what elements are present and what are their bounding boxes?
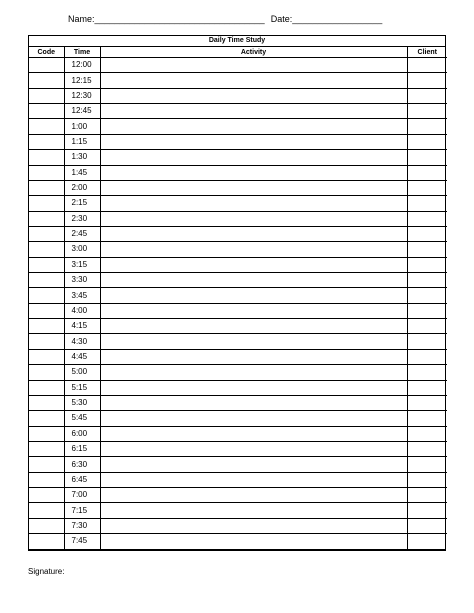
time-cell: 5:30	[64, 395, 100, 410]
client-cell[interactable]	[407, 104, 447, 119]
code-cell[interactable]	[29, 273, 64, 288]
client-cell[interactable]	[407, 257, 447, 272]
code-cell[interactable]	[29, 257, 64, 272]
table-row	[29, 441, 447, 456]
time-cell: 3:15	[64, 257, 100, 272]
table-row	[29, 242, 447, 257]
time-cell: 1:30	[64, 150, 100, 165]
activity-cell[interactable]	[100, 180, 407, 195]
activity-cell[interactable]	[100, 395, 407, 410]
table-row	[29, 472, 447, 487]
time-cell: 3:45	[64, 288, 100, 303]
client-cell[interactable]	[407, 319, 447, 334]
table-row	[29, 196, 447, 211]
client-cell[interactable]	[407, 503, 447, 518]
code-cell[interactable]	[29, 150, 64, 165]
time-cell: 6:30	[64, 457, 100, 472]
client-cell[interactable]	[407, 365, 447, 380]
client-cell[interactable]	[407, 288, 447, 303]
code-cell[interactable]	[29, 411, 64, 426]
table-row	[29, 104, 447, 119]
table-row	[29, 226, 447, 241]
client-cell[interactable]	[407, 472, 447, 487]
time-study-sheet	[28, 35, 446, 550]
table-row	[29, 411, 447, 426]
client-cell[interactable]	[407, 226, 447, 241]
time-cell: 4:45	[64, 349, 100, 364]
activity-cell[interactable]	[100, 134, 407, 149]
activity-cell[interactable]	[100, 349, 407, 364]
client-cell[interactable]	[407, 196, 447, 211]
client-cell[interactable]	[407, 119, 447, 134]
activity-cell[interactable]	[100, 242, 407, 257]
client-cell[interactable]	[407, 134, 447, 149]
signature-label[interactable]: Signature:	[28, 567, 65, 576]
activity-cell[interactable]	[100, 226, 407, 241]
client-cell[interactable]	[407, 211, 447, 226]
time-cell: 7:30	[64, 518, 100, 533]
activity-cell[interactable]	[100, 73, 407, 88]
table-row	[29, 303, 447, 318]
activity-cell[interactable]	[100, 488, 407, 503]
activity-cell[interactable]	[100, 150, 407, 165]
code-cell[interactable]	[29, 334, 64, 349]
code-cell[interactable]	[29, 395, 64, 410]
time-cell: 2:30	[64, 211, 100, 226]
client-cell[interactable]	[407, 73, 447, 88]
code-cell[interactable]	[29, 319, 64, 334]
table-row	[29, 380, 447, 395]
code-cell[interactable]	[29, 426, 64, 441]
client-cell[interactable]	[407, 488, 447, 503]
client-cell[interactable]	[407, 88, 447, 103]
code-cell[interactable]	[29, 288, 64, 303]
client-cell[interactable]	[407, 441, 447, 456]
table-row	[29, 211, 447, 226]
client-cell[interactable]	[407, 242, 447, 257]
table-row	[29, 273, 447, 288]
table-row	[29, 58, 447, 73]
activity-cell[interactable]	[100, 58, 407, 73]
code-cell[interactable]	[29, 73, 64, 88]
code-cell[interactable]	[29, 518, 64, 533]
table-row	[29, 395, 447, 410]
time-cell: 4:30	[64, 334, 100, 349]
activity-cell[interactable]	[100, 104, 407, 119]
time-cell: 7:15	[64, 503, 100, 518]
activity-cell[interactable]	[100, 257, 407, 272]
time-cell: 7:45	[64, 534, 100, 549]
sheet-title: Daily Time Study	[29, 36, 445, 47]
activity-cell[interactable]	[100, 426, 407, 441]
code-cell[interactable]	[29, 503, 64, 518]
time-rows	[29, 58, 447, 549]
code-cell[interactable]	[29, 211, 64, 226]
date-field-label[interactable]: Date:__________________	[270, 14, 383, 24]
table-row	[29, 334, 447, 349]
client-cell[interactable]	[407, 534, 447, 549]
code-cell[interactable]	[29, 365, 64, 380]
time-cell: 6:45	[64, 472, 100, 487]
activity-cell[interactable]	[100, 365, 407, 380]
time-cell: 3:00	[64, 242, 100, 257]
activity-cell[interactable]	[100, 380, 407, 395]
column-header-time: Time	[64, 47, 100, 58]
sheet-bottom-rule	[28, 549, 446, 551]
code-cell[interactable]	[29, 58, 64, 73]
time-cell: 12:45	[64, 104, 100, 119]
table-row	[29, 319, 447, 334]
table-row	[29, 349, 447, 364]
table-row	[29, 534, 447, 549]
column-header-client: Client	[407, 47, 447, 58]
activity-cell[interactable]	[100, 303, 407, 318]
time-cell: 2:45	[64, 226, 100, 241]
code-cell[interactable]	[29, 380, 64, 395]
header-line	[68, 14, 382, 24]
table-row	[29, 257, 447, 272]
time-cell: 4:15	[64, 319, 100, 334]
activity-cell[interactable]	[100, 534, 407, 549]
activity-cell[interactable]	[100, 457, 407, 472]
code-cell[interactable]	[29, 441, 64, 456]
name-field-label[interactable]: Name:__________________________________	[68, 14, 265, 24]
time-cell: 12:15	[64, 73, 100, 88]
client-cell[interactable]	[407, 426, 447, 441]
time-cell: 5:15	[64, 380, 100, 395]
code-cell[interactable]	[29, 472, 64, 487]
client-cell[interactable]	[407, 273, 447, 288]
activity-cell[interactable]	[100, 503, 407, 518]
client-cell[interactable]	[407, 518, 447, 533]
time-cell: 7:00	[64, 488, 100, 503]
code-cell[interactable]	[29, 488, 64, 503]
table-row	[29, 503, 447, 518]
time-cell: 12:00	[64, 58, 100, 73]
time-cell: 12:30	[64, 88, 100, 103]
activity-cell[interactable]	[100, 119, 407, 134]
column-header-row	[29, 47, 447, 58]
client-cell[interactable]	[407, 457, 447, 472]
table-row	[29, 134, 447, 149]
code-cell[interactable]	[29, 349, 64, 364]
time-cell: 5:45	[64, 411, 100, 426]
time-cell: 5:00	[64, 365, 100, 380]
time-cell: 6:00	[64, 426, 100, 441]
code-cell[interactable]	[29, 119, 64, 134]
time-cell: 2:00	[64, 180, 100, 195]
client-cell[interactable]	[407, 303, 447, 318]
client-cell[interactable]	[407, 380, 447, 395]
time-cell: 4:00	[64, 303, 100, 318]
client-cell[interactable]	[407, 150, 447, 165]
activity-cell[interactable]	[100, 88, 407, 103]
activity-cell[interactable]	[100, 165, 407, 180]
code-cell[interactable]	[29, 196, 64, 211]
code-cell[interactable]	[29, 180, 64, 195]
time-cell: 1:00	[64, 119, 100, 134]
client-cell[interactable]	[407, 411, 447, 426]
table-row	[29, 150, 447, 165]
code-cell[interactable]	[29, 534, 64, 549]
table-row	[29, 426, 447, 441]
client-cell[interactable]	[407, 180, 447, 195]
table-row	[29, 457, 447, 472]
table-row	[29, 88, 447, 103]
column-header-activity: Activity	[100, 47, 407, 58]
table-row	[29, 365, 447, 380]
client-cell[interactable]	[407, 58, 447, 73]
time-cell: 6:15	[64, 441, 100, 456]
code-cell[interactable]	[29, 165, 64, 180]
activity-cell[interactable]	[100, 211, 407, 226]
activity-cell[interactable]	[100, 472, 407, 487]
code-cell[interactable]	[29, 457, 64, 472]
column-header-code: Code	[29, 47, 64, 58]
activity-cell[interactable]	[100, 334, 407, 349]
time-study-table	[29, 47, 447, 549]
table-row	[29, 518, 447, 533]
client-cell[interactable]	[407, 334, 447, 349]
code-cell[interactable]	[29, 88, 64, 103]
table-row	[29, 119, 447, 134]
client-cell[interactable]	[407, 349, 447, 364]
table-row	[29, 180, 447, 195]
code-cell[interactable]	[29, 226, 64, 241]
table-row	[29, 165, 447, 180]
code-cell[interactable]	[29, 303, 64, 318]
activity-cell[interactable]	[100, 518, 407, 533]
activity-cell[interactable]	[100, 273, 407, 288]
client-cell[interactable]	[407, 165, 447, 180]
activity-cell[interactable]	[100, 441, 407, 456]
activity-cell[interactable]	[100, 288, 407, 303]
table-row	[29, 288, 447, 303]
table-row	[29, 73, 447, 88]
time-cell: 2:15	[64, 196, 100, 211]
time-cell: 3:30	[64, 273, 100, 288]
client-cell[interactable]	[407, 395, 447, 410]
table-row	[29, 488, 447, 503]
code-cell[interactable]	[29, 134, 64, 149]
time-cell: 1:45	[64, 165, 100, 180]
activity-cell[interactable]	[100, 319, 407, 334]
activity-cell[interactable]	[100, 196, 407, 211]
time-cell: 1:15	[64, 134, 100, 149]
code-cell[interactable]	[29, 104, 64, 119]
activity-cell[interactable]	[100, 411, 407, 426]
code-cell[interactable]	[29, 242, 64, 257]
